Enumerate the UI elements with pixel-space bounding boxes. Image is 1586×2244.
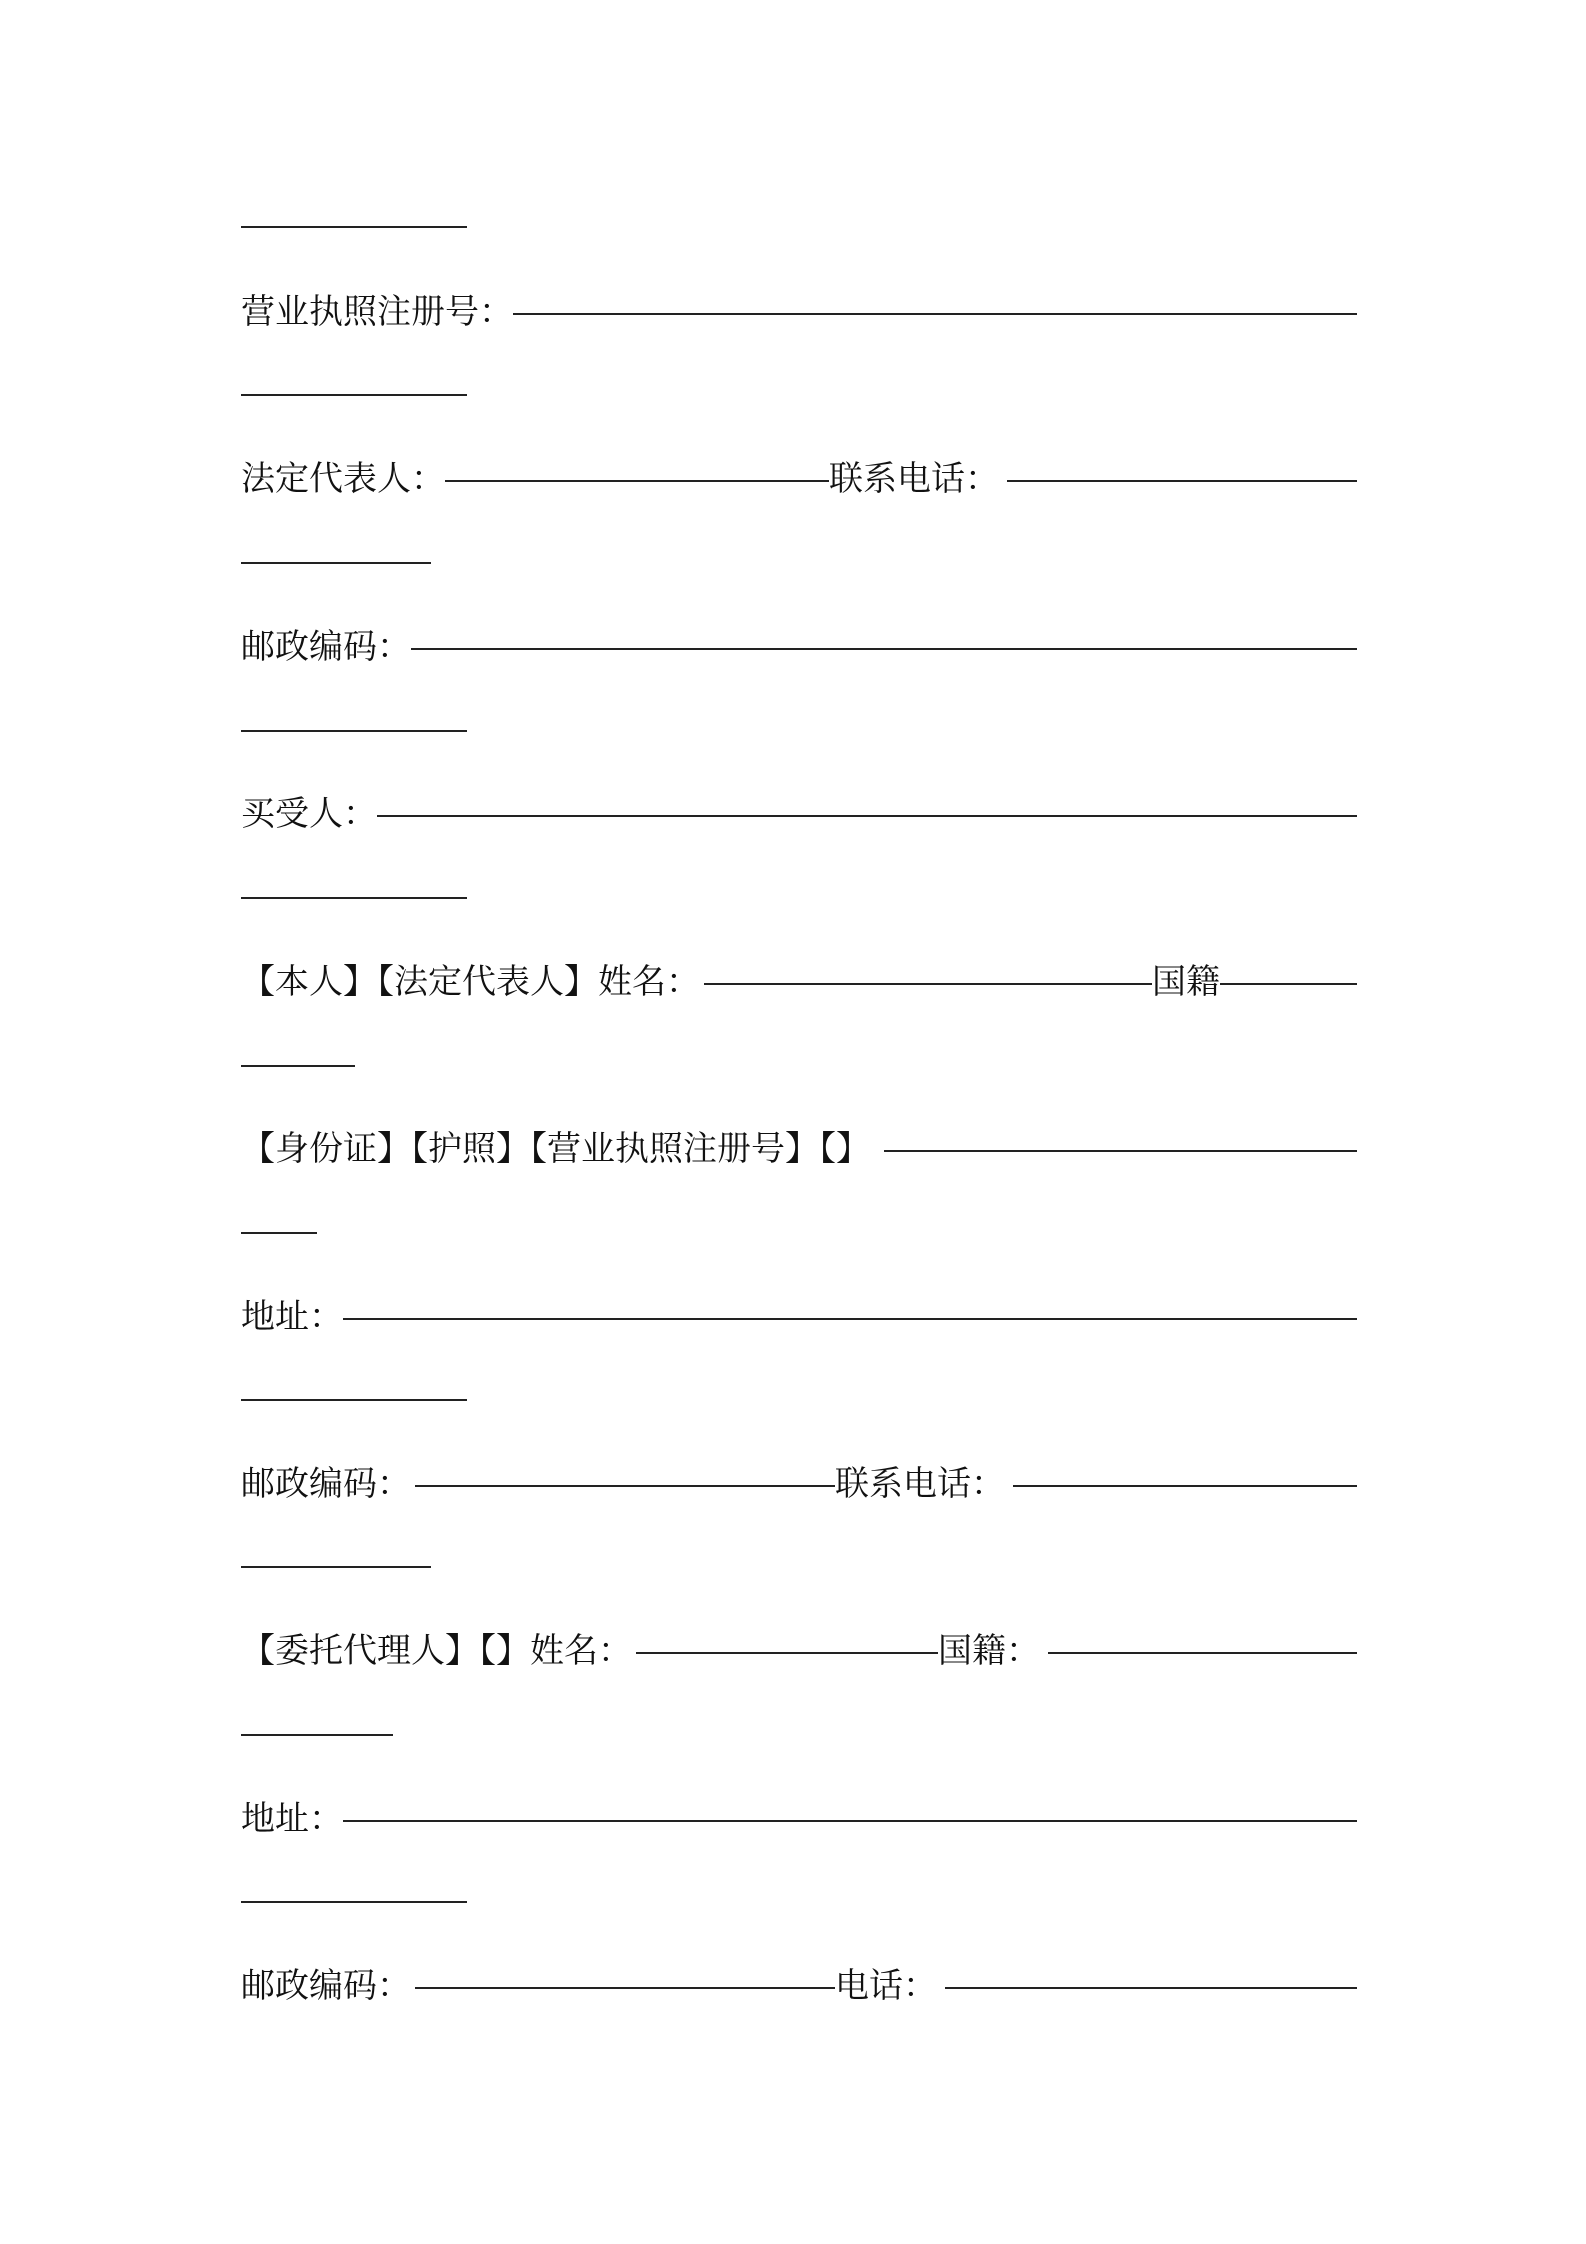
blank-line[interactable] (377, 815, 1357, 817)
form-row-agent-postal-phone (241, 1956, 1357, 2016)
blank-line[interactable] (445, 480, 829, 482)
blank-line-continuation (241, 394, 467, 396)
form-row-postal-phone (241, 1454, 1357, 1514)
blank-line[interactable] (343, 1820, 1357, 1822)
blank-line[interactable] (343, 1318, 1357, 1320)
field-label: 国籍： (938, 1631, 1040, 1671)
field-label: 营业执照注册号： (241, 292, 513, 332)
blank-line-continuation (241, 1566, 431, 1568)
field-label: 【委托代理人】【】姓名： (241, 1631, 632, 1671)
blank-line-continuation (241, 1901, 467, 1903)
blank-line-continuation (241, 226, 467, 228)
form-row-address (241, 1287, 1357, 1347)
field-label: 邮政编码： (241, 1464, 411, 1504)
field-label: 联系电话： (829, 459, 999, 499)
field-label: 买受人： (241, 794, 377, 834)
form-row-business-license (241, 282, 1357, 342)
blank-line-continuation (241, 1065, 355, 1067)
blank-line-continuation (241, 1232, 317, 1234)
form-row-legal-rep-phone (241, 449, 1357, 509)
blank-line[interactable] (636, 1652, 938, 1654)
field-label: 联系电话： (835, 1464, 1005, 1504)
field-label: 邮政编码： (241, 627, 411, 667)
form-row-id-type (241, 1119, 1357, 1179)
field-label: 邮政编码： (241, 1966, 411, 2006)
blank-line[interactable] (415, 1485, 835, 1487)
blank-line[interactable] (1013, 1485, 1357, 1487)
blank-line[interactable] (513, 313, 1357, 315)
field-label: 地址： (241, 1799, 343, 1839)
blank-line-continuation (241, 1399, 467, 1401)
form-row-buyer (241, 784, 1357, 844)
field-label: 【身份证】【护照】【营业执照注册号】【】 (241, 1129, 870, 1169)
blank-line-continuation (241, 562, 431, 564)
blank-line-continuation (241, 897, 467, 899)
field-label: 法定代表人： (241, 459, 445, 499)
form-row-name-nationality (241, 952, 1357, 1012)
blank-line[interactable] (1007, 480, 1357, 482)
blank-line-continuation (241, 730, 467, 732)
field-label: 电话： (835, 1966, 937, 2006)
blank-line[interactable] (884, 1150, 1357, 1152)
field-label: 【本人】【法定代表人】姓名： (241, 962, 700, 1002)
blank-line[interactable] (1048, 1652, 1357, 1654)
form-row-postal-code (241, 617, 1357, 677)
blank-line[interactable] (704, 983, 1152, 985)
blank-line[interactable] (415, 1987, 835, 1989)
field-label: 国籍 (1152, 962, 1220, 1002)
form-row-agent-name-nationality (241, 1621, 1357, 1681)
form-row-agent-address (241, 1789, 1357, 1849)
blank-line-continuation (241, 1734, 393, 1736)
blank-line[interactable] (945, 1987, 1357, 1989)
blank-line[interactable] (411, 648, 1357, 650)
blank-line[interactable] (1220, 983, 1357, 985)
field-label: 地址： (241, 1297, 343, 1337)
